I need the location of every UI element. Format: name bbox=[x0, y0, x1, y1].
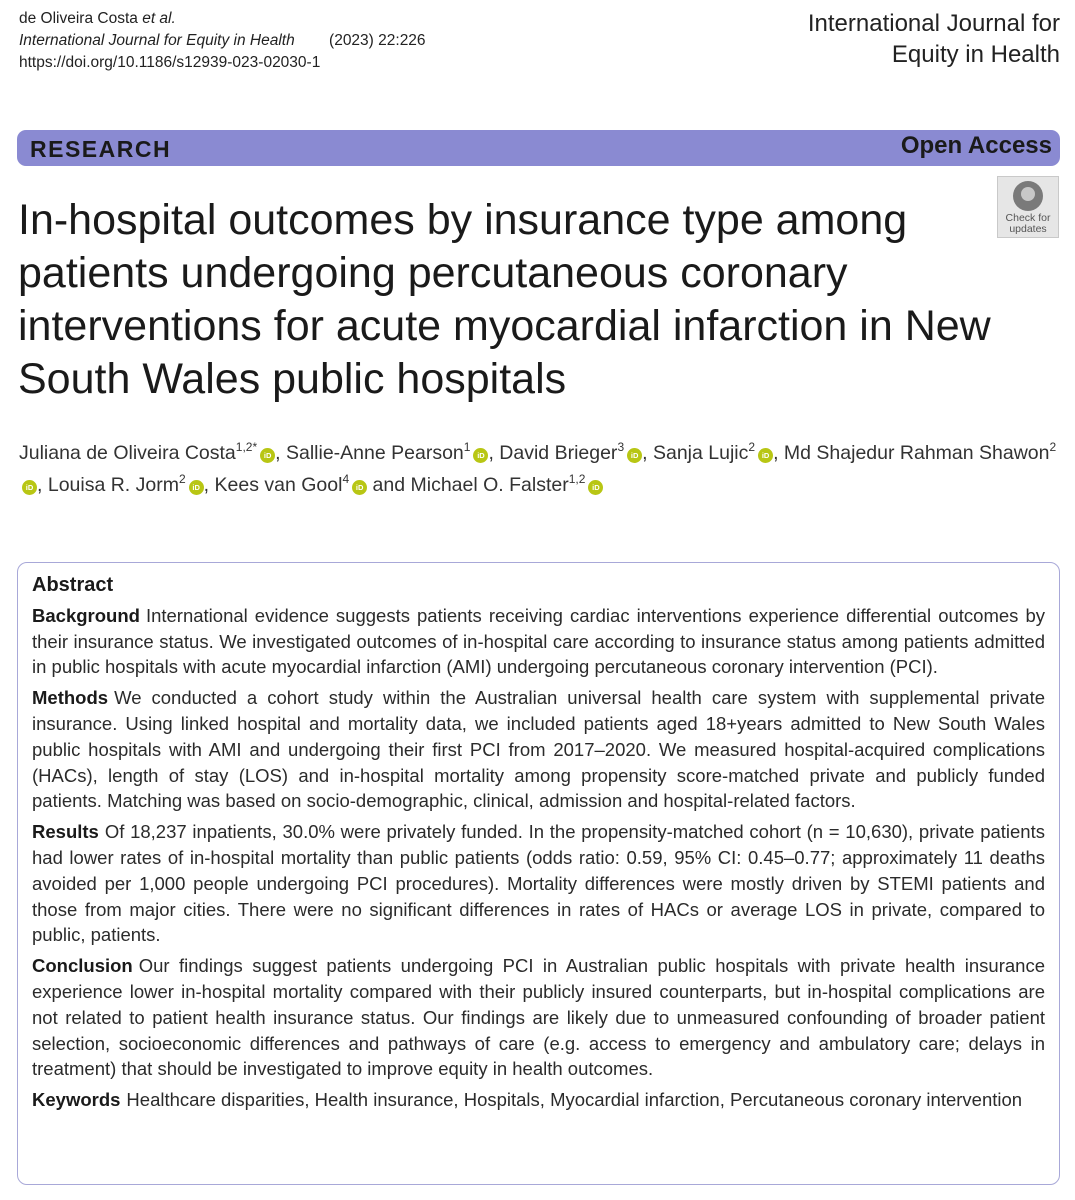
author-separator: , bbox=[773, 442, 784, 464]
abstract-conclusion bbox=[32, 953, 1045, 1082]
journal-logo-line1: International Journal for bbox=[807, 10, 1060, 37]
author-affiliation: 2 bbox=[748, 440, 756, 454]
author-affiliation: 3 bbox=[617, 440, 625, 454]
author-list bbox=[19, 437, 1059, 501]
orcid-icon[interactable]: iD bbox=[189, 480, 204, 495]
check-updates-line2: updates bbox=[1009, 223, 1047, 235]
orcid-icon[interactable]: iD bbox=[473, 448, 488, 463]
keywords-text: Healthcare disparities, Health insurance, Hospitals, Myocardial infarction, Percutaneous coronary intervention bbox=[126, 1089, 1023, 1111]
year-volume: (2023) 22:226 bbox=[329, 32, 426, 49]
author-name[interactable]: David Brieger bbox=[499, 442, 618, 464]
author-affiliation: 2 bbox=[1049, 440, 1057, 454]
abstract-background bbox=[32, 603, 1045, 680]
et-al: et al. bbox=[142, 10, 176, 27]
citation-block bbox=[19, 8, 426, 74]
author-affiliation: 1,2* bbox=[235, 440, 258, 454]
author bbox=[499, 442, 642, 464]
author-separator: , bbox=[488, 442, 500, 464]
results-label: Results bbox=[32, 821, 99, 843]
open-access-label: Open Access bbox=[900, 132, 1052, 159]
orcid-icon[interactable]: iD bbox=[758, 448, 773, 463]
author-affiliation: 1,2 bbox=[568, 472, 586, 486]
orcid-icon[interactable]: iD bbox=[352, 480, 367, 495]
author-separator: and bbox=[367, 474, 411, 496]
author bbox=[653, 442, 773, 464]
first-author: de Oliveira Costa bbox=[19, 10, 138, 27]
doi-link[interactable]: https://doi.org/10.1186/s12939-023-02030-1 bbox=[19, 54, 321, 71]
abstract-keywords bbox=[32, 1087, 1045, 1113]
author-name[interactable]: Louisa R. Jorm bbox=[47, 474, 179, 496]
conclusion-label: Conclusion bbox=[32, 955, 133, 977]
author-name[interactable]: Juliana de Oliveira Costa bbox=[19, 442, 236, 464]
author bbox=[48, 474, 204, 496]
results-text: Of 18,237 inpatients, 30.0% were privately funded. In the propensity-matched cohort (n = 10,630), private patients had lower rates of in-hospital mortality than public patients (odds ratio: 0.59, 95% CI: 0.45–0.77; approximately 11 deaths avoided per 1,000 people undergoing PCI procedures). Mortality differences were mostly driven by STEMI patients and those from major cities. There were no significant differences in rates of HACs or average LOS in private, compared to public, patients. bbox=[32, 821, 1045, 946]
background-label: Background bbox=[32, 604, 140, 626]
abstract-methods bbox=[32, 685, 1045, 814]
journal-name: International Journal for Equity in Health bbox=[19, 32, 295, 49]
author bbox=[215, 474, 368, 496]
author-name[interactable]: Sallie-Anne Pearson bbox=[285, 442, 464, 464]
orcid-icon[interactable]: iD bbox=[627, 448, 642, 463]
conclusion-text: Our findings suggest patients undergoing PCI in Australian public hospitals with private health insurance experience lower in-hospital mortality compared with their publicly insured counterparts, but in-hospital complications are not related to patient health insurance status. Our findings are likely due to unmeasured confounding of broader patient selection, socioeconomic differences and pathways of care (e.g. access to emergency and ambulatory care; delays in treatment) that should be investigated to improve equity in health outcomes. bbox=[32, 955, 1045, 1080]
journal-citation bbox=[19, 30, 426, 52]
author bbox=[286, 442, 488, 464]
orcid-icon[interactable]: iD bbox=[260, 448, 275, 463]
orcid-icon[interactable]: iD bbox=[588, 480, 603, 495]
author-separator: , bbox=[275, 442, 286, 464]
methods-label: Methods bbox=[32, 687, 109, 709]
author-name[interactable]: Sanja Lujic bbox=[652, 442, 749, 464]
article-type-banner bbox=[17, 130, 1060, 166]
background-text: International evidence suggests patients receiving cardiac interventions experience differential outcomes by their insurance status. We investigated outcomes of in-hospital care according to insurance status among patients admitted in public hospitals with acute myocardial infarction (AMI) undergoing percutaneous coronary intervention (PCI). bbox=[32, 604, 1045, 678]
abstract-box bbox=[17, 562, 1060, 1185]
section-label: RESEARCH bbox=[30, 136, 172, 162]
abstract-results bbox=[32, 819, 1045, 948]
author-affiliation: 2 bbox=[178, 472, 186, 486]
author-separator: , bbox=[37, 474, 48, 496]
author bbox=[411, 474, 604, 496]
abstract-heading: Abstract bbox=[32, 574, 114, 596]
author bbox=[19, 442, 275, 464]
author-affiliation: 1 bbox=[463, 440, 471, 454]
author-line bbox=[19, 8, 426, 30]
author-name[interactable]: Kees van Gool bbox=[214, 474, 343, 496]
check-updates-line1: Check for bbox=[1005, 212, 1051, 224]
article-title: In-hospital outcomes by insurance type among patients undergoing percutaneous coronary interventions for acute myocardial infarction in New South Wales public hospitals bbox=[18, 196, 991, 403]
author-name[interactable]: Md Shajedur Rahman Shawon bbox=[783, 442, 1050, 464]
author-separator: , bbox=[642, 442, 653, 464]
author-name[interactable]: Michael O. Falster bbox=[410, 474, 569, 496]
orcid-icon[interactable]: iD bbox=[22, 480, 37, 495]
journal-logo bbox=[808, 8, 1060, 70]
methods-text: We conducted a cohort study within the Australian universal health care system with supplemental private insurance. Using linked hospital and mortality data, we included patients aged 18+years admitted to New South Wales public hospitals with AMI and undergoing their first PCI from 2017–2020. We measured hospital-acquired complications (HACs), length of stay (LOS) and in-hospital mortality among propensity score-matched private and publicly funded patients. Matching was based on socio-demographic, clinical, admission and hospital-related factors. bbox=[32, 687, 1045, 812]
journal-logo-line2: Equity in Health bbox=[891, 41, 1060, 68]
author-separator: , bbox=[203, 474, 215, 496]
author-affiliation: 4 bbox=[342, 472, 350, 486]
keywords-label: Keywords bbox=[32, 1089, 121, 1111]
